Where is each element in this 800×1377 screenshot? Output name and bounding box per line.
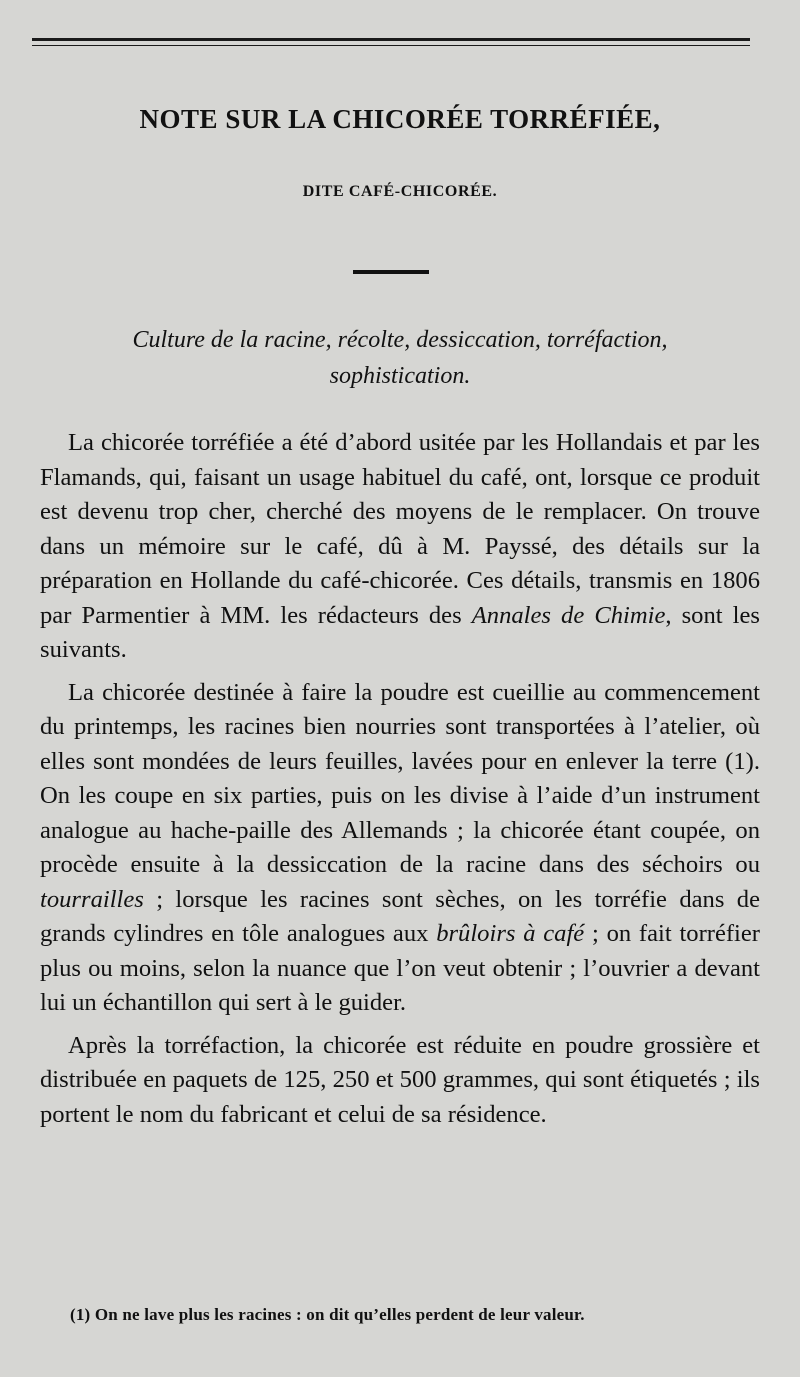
header-rule-thick [32, 38, 750, 41]
paragraph-2 [40, 676, 760, 1021]
paragraph-2-term-bruloirs: brûloirs à café [436, 920, 585, 947]
body-text [40, 426, 760, 1140]
section-heading-line1: Culture de la racine, récolte, dessiccation, torréfaction, [132, 327, 668, 353]
page-title: NOTE SUR LA CHICORÉE TORRÉFIÉE, [139, 104, 661, 134]
paragraph-1-text-b: , sont les suivants. [40, 601, 760, 663]
paragraph-1-journal-title: Annales de Chimie [471, 601, 666, 629]
paragraph-2-term-tourrailles: tourrailles [40, 885, 144, 913]
section-divider [353, 270, 429, 274]
paragraph-1-text-a: La chicorée torréfiée a été d’abord usitée par les Hollandais et par les Flamands, qui, faisant un usage habituel du café, ont, lorsque ce produit est devenu trop cher, cherché des moyens de le remplacer. On trouve dans un mémoire sur le café, dû à M. Payssé, des détails sur la préparation en Hollande du café-chicorée. Ces détails, transmis en 1806 par Parmentier à MM. les rédacteurs des [40, 429, 760, 629]
footnote: (1) On ne lave plus les racines : on dit qu’elles perdent de leur valeur. [70, 1305, 585, 1324]
paragraph-1 [40, 426, 760, 668]
paragraph-3: Après la torréfaction, la chicorée est réduite en poudre grossière et distribuée en paquets de 125, 250 et 500 grammes, qui sont étiquetés ; ils portent le nom du fabricant et celui de sa résidence. [40, 1031, 760, 1128]
section-heading-line2: sophistication. [329, 363, 471, 389]
paragraph-2-text-c: ; on fait torréfier plus ou moins, selon la nuance que l’on veut obtenir ; l’ouvrier a devant lui un échantillon qui sert à le guider. [40, 920, 760, 1016]
page-subtitle: DITE CAFÉ-CHICORÉE. [302, 183, 498, 200]
paragraph-2-text-a: La chicorée destinée à faire la poudre est cueillie au commencement du printemps, les racines bien nourries sont transportées à l’atelier, où elles sont mondées de leurs feuilles, lavées pour en enlever la terre (1). On les coupe en six parties, puis on les divise à l’aide d’un instrument analogue au hache-paille des Allemands ; la chicorée étant coupée, on procède ensuite à la dessiccation de la racine dans des séchoirs ou [40, 678, 760, 878]
paragraph-2-text-b: ; lorsque les racines sont sèches, on les torréfie dans de grands cylindres en tôle analogues aux [40, 885, 760, 947]
section-heading [50, 322, 750, 394]
header-rule-thin [32, 45, 750, 46]
